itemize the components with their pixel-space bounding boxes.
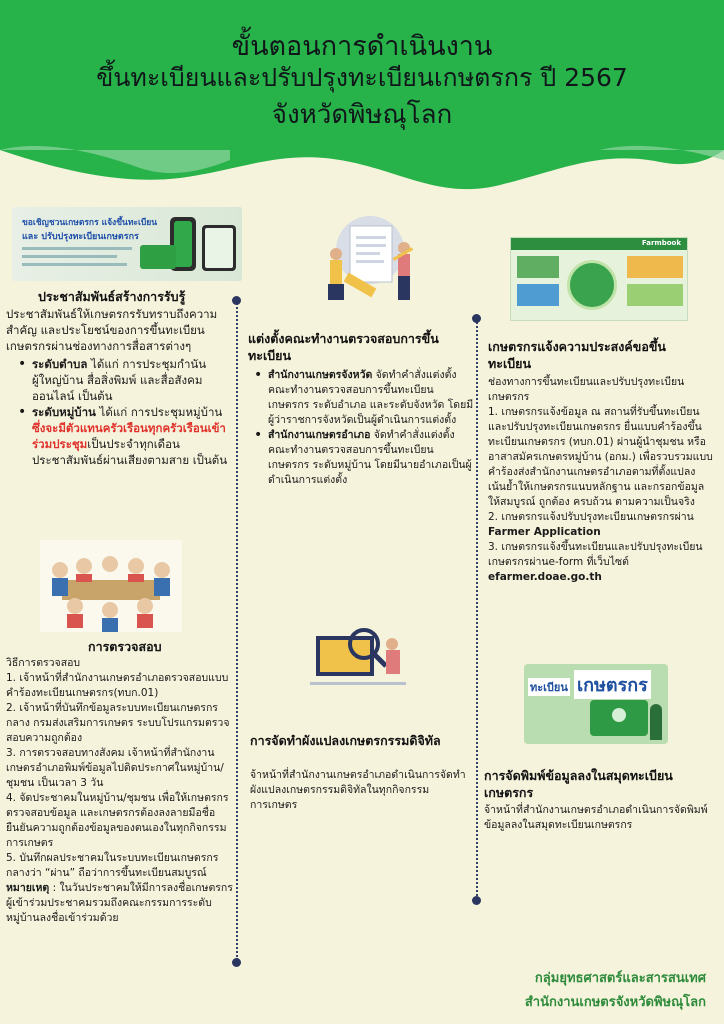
timeline-center xyxy=(236,300,238,960)
section-print-book-body: จ้าหน้าที่สำนักงานเกษตรอำเภอดำเนินการจัดพิมพ์ข้อมูลลงในสมุดทะเบียนเกษตรกร xyxy=(484,804,708,831)
farmer-card-illustration xyxy=(524,664,668,744)
document-review-icon xyxy=(306,208,430,312)
footer-org-line1: กลุ่มยุทธศาสตร์และสารสนเทศ xyxy=(534,971,706,986)
verification-step-2: 2. เจ้าหน้าที่บันทึกข้อมูลระบบทะเบียนเกษตรกรกลาง กรมส่งเสริมการเกษตร ระบบโปรแกรมตรวจสอบความถูกต้อง xyxy=(6,702,230,744)
publicity-intro: ประชาสัมพันธ์ให้เกษตรกรรับทราบถึงความสำคัญ และประโยชน์ของการขึ้นทะเบียนเกษตรกรผ่านช่องทางการสื่อสารต่างๆ xyxy=(6,307,218,353)
header-title-line2: ขึ้นทะเบียนและปรับปรุงทะเบียนเกษตรกร ปี 2567 xyxy=(96,63,628,92)
registration-infographic-image xyxy=(510,237,688,321)
timeline-dot xyxy=(232,296,241,305)
verification-note: หมายเหตุ : ในวันประชาคมให้มีการลงชื่อเกษตรกรผู้เข้าร่วมประชาคมรวมถึงคณะกรรมการระดับหมู่บ้านลงชื่อเข้าร่วมด้วย xyxy=(6,882,233,924)
banner-headline-1: ขอเชิญชวนเกษตรกร แจ้งขึ้นทะเบียน xyxy=(22,218,158,228)
section-title-committee: แต่งตั้งคณะทำงานตรวจสอบการขึ้นทะเบียน xyxy=(248,331,439,363)
header-title-line3: จังหวัดพิษณุโลก xyxy=(271,100,453,130)
list-item: • สำนักงานเกษตรจังหวัด จัดทำคำสั่งแต่งตั้งคณะทำงานตรวจสอบการขึ้นทะเบียนเกษตรกร ระดับอำเภอ และระดับจังหวัด โดยมีผู้ว่าราชการจังหวัดเป็นผู้ดำเนินการแต่งตั้ง xyxy=(252,368,474,428)
farmer-request-channel-3: 3. เกษตรกรแจ้งขึ้นทะเบียนและปรับปรุงทะเบียนเกษตรกรผ่านe-form ที่เว็บไซต์ efarmer.doae.go.th xyxy=(488,541,703,583)
section-title-print-book: การจัดพิมพ์ข้อมูลลงในสมุดทะเบียนเกษตรกร xyxy=(484,768,673,800)
card-title-word2: เกษตรกร xyxy=(574,670,651,699)
registration-card-icon xyxy=(590,700,648,736)
card-icon xyxy=(140,245,176,269)
section-publicity-body xyxy=(6,306,234,468)
list-item: • ระดับตำบล ได้แก่ การประชุมกำนัน ผู้ใหญ่บ้าน สื่อสิ่งพิมพ์ และสื่อสังคมออนไลน์ เป็นต้น xyxy=(16,356,234,404)
list-item: • สำนักงานเกษตรอำเภอ จัดทำคำสั่งแต่งตั้งคณะทำงานตรวจสอบการขึ้นทะเบียนเกษตรกร ระดับหมู่บ้าน โดยมีนายอำเภอเป็นผู้ดำเนินการแต่งตั้ง xyxy=(252,428,474,488)
section-title-publicity: ประชาสัมพันธ์สร้างการรับรู้ xyxy=(38,289,186,304)
card-title-word1: ทะเบียน xyxy=(528,678,570,696)
tablet-icon xyxy=(202,225,236,271)
section-title-digital-map: การจัดทำผังแปลงเกษตรกรรมดิจิทัล xyxy=(250,733,441,748)
section-committee-body xyxy=(252,368,474,488)
timeline-right xyxy=(476,318,478,900)
committee-illustration xyxy=(306,208,430,312)
list-item: • ระดับหมู่บ้าน ได้แก่ การประชุมหมู่บ้าน ซึ่งจะมีตัวแทนครัวเรือนทุกครัวเรือนเข้าร่วมประชุมเป็นประจำทุกเดือน ประชาสัมพันธ์ผ่านเสียงตามสาย เป็นต้น xyxy=(16,404,234,468)
banner-headline-2: และ ปรับปรุงทะเบียนเกษตรกร xyxy=(22,232,139,242)
campaign-banner-image xyxy=(12,207,242,281)
section-title-farmer-request: เกษตรกรแจ้งความประสงค์ขอขึ้นทะเบียน xyxy=(488,339,666,371)
farmer-request-channel-2: 2. เกษตรกรแจ้งปรับปรุงทะเบียนเกษตรกรผ่าน Farmer Application xyxy=(488,511,694,538)
section-farmer-request-body xyxy=(488,375,714,585)
header-title-line1: ขั้นตอนการดำเนินงาน xyxy=(231,31,493,62)
infographic-circle xyxy=(567,260,617,310)
timeline-dot xyxy=(472,314,481,323)
verification-step-3: 3. การตรวจสอบทางสังคม เจ้าหน้าที่สำนักงานเกษตรอำเภอพิมพ์ข้อมูลไปติดประกาศในหมู่บ้าน/ชุมชน เป็นเวลา 3 วัน xyxy=(6,747,224,789)
timeline-dot xyxy=(232,958,241,967)
farmer-request-intro: ช่องทางการขึ้นทะเบียนและปรับปรุงทะเบียนเกษตรกร xyxy=(488,376,685,403)
magnifier-map-icon xyxy=(306,622,410,700)
digital-map-illustration xyxy=(306,622,410,700)
committee-list xyxy=(252,368,474,488)
farmbook-label: Farmbook xyxy=(641,239,681,247)
section-title-verification: การตรวจสอบ xyxy=(88,639,162,654)
verification-step-5: 5. บันทึกผลประชาคมในระบบทะเบียนเกษตรกรกลางว่า “ผ่าน” ถือว่าการขึ้นทะเบียนสมบูรณ์ xyxy=(6,852,219,879)
verification-step-1: 1. เจ้าหน้าที่สำนักงานเกษตรอำเภอตรวจสอบแบบคำร้องทะเบียนเกษตรกร(ทบก.01) xyxy=(6,672,229,699)
section-verification-body xyxy=(6,656,236,926)
verification-intro: วิธีการตรวจสอบ xyxy=(6,657,81,669)
meeting-people-icon xyxy=(40,540,182,632)
farmer-request-channel-1: 1. เกษตรกรแจ้งข้อมูล ณ สถานที่รับขึ้นทะเบียนและปรับปรุงทะเบียนเกษตรกร ยื่นแบบคำร้องขึ้นทะเบียนเกษตรกร (ทบก.01) ผ่านผู้นำชุมชน หรืออาสาสมัครเกษตรหมู่บ้าน (อกม.) เพื่อรวบรวมแบบคำร้องส่งสำนักงานเกษตรอำเภอตามที่ตั้งแปลง เน้นย้ำให้เกษตรกรแนบหลักฐาน และกรอกข้อมูลให้สมบูรณ์ ถูกต้อง ครบถ้วน ตามความเป็นจริง xyxy=(488,406,713,508)
verification-step-4: 4. จัดประชาคมในหมู่บ้าน/ชุมชน เพื่อให้เกษตรกรตรวจสอบข้อมูล และเกษตรกรต้องลงลายมือชื่อยืนยันความถูกต้องข้อมูลของตนเองในทุกกิจกรรมการเกษตร xyxy=(6,792,229,849)
timeline-dot xyxy=(472,896,481,905)
footer-org-line2: สำนักงานเกษตรจังหวัดพิษณุโลก xyxy=(524,995,706,1010)
meeting-illustration xyxy=(40,540,182,632)
farmer-person-icon xyxy=(650,704,662,740)
publicity-list xyxy=(6,356,234,468)
section-digital-map-body: จ้าหน้าที่สำนักงานเกษตรอำเภอดำเนินการจัดทำผังแปลงเกษตรกรรมดิจิทัลในทุกกิจกรรมการเกษตร xyxy=(250,769,466,811)
